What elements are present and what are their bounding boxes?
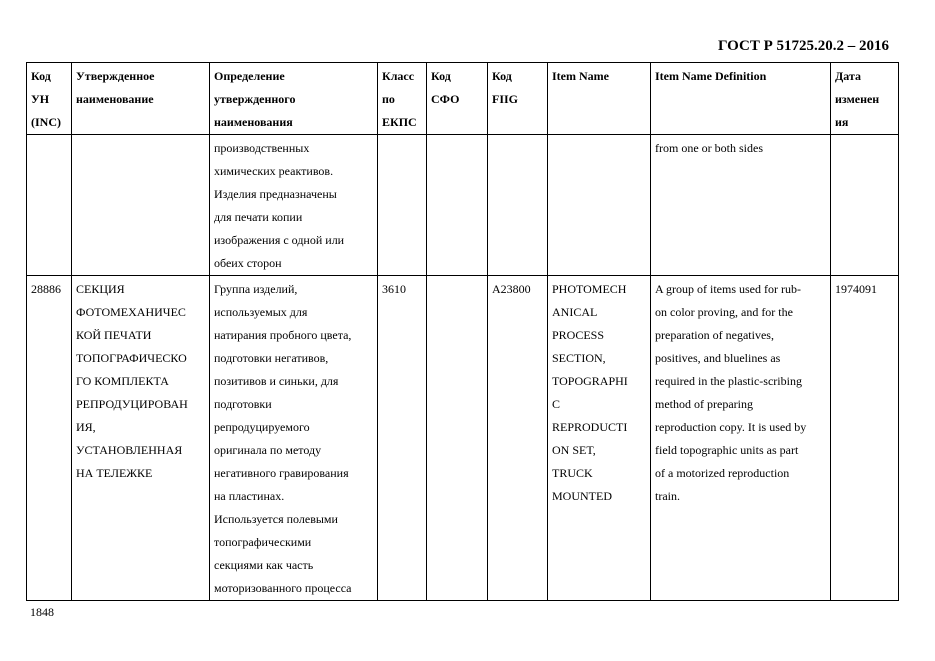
table-row [27, 276, 899, 601]
text-line: СФО [431, 92, 460, 106]
text-line: наименования [214, 115, 293, 129]
cell-item-definition [651, 276, 831, 601]
text-line: method of preparing [655, 397, 753, 411]
text-line: SECTION, [552, 351, 606, 365]
text-line: негативного гравирования [214, 466, 349, 480]
text-line: TOPOGRAPHI [552, 374, 628, 388]
catalog-table [26, 62, 899, 601]
text-line: Дата [835, 69, 861, 83]
text-line: PROCESS [552, 328, 605, 342]
text-line: field topographic units as part [655, 443, 799, 457]
cell-item-definition-continuation [651, 135, 831, 276]
cell-code-inc [27, 135, 72, 276]
text-line: PHOTOMECH [552, 282, 627, 296]
cell-item-name [548, 135, 651, 276]
header-change-date [831, 63, 899, 135]
text-line: ИЯ, [76, 420, 96, 434]
table-header-row [27, 63, 899, 135]
cell-class-ekps: 3610 [378, 276, 427, 601]
cell-definition [210, 276, 378, 601]
text-line: подготовки [214, 397, 272, 411]
text-line: по [382, 92, 395, 106]
header-code-fiig [488, 63, 548, 135]
text-line: ТОПОГРАФИЧЕСКО [76, 351, 187, 365]
text-line: химических реактивов. [214, 164, 334, 178]
header-class-ekps [378, 63, 427, 135]
text-line: ФОТОМЕХАНИЧЕС [76, 305, 186, 319]
text-line: изменен [835, 92, 880, 106]
text-line: Класс [382, 69, 415, 83]
cell-class-ekps [378, 135, 427, 276]
text-line: наименование [76, 92, 154, 106]
text-line: REPRODUCTI [552, 420, 628, 434]
text-line: A group of items used for rub- [655, 282, 801, 296]
page-number: 1848 [30, 605, 54, 619]
header-item-name [548, 63, 651, 135]
text-line: натирания пробного цвета, [214, 328, 352, 342]
text-line: секциями как часть [214, 558, 314, 572]
text-line: Item Name Definition [655, 69, 767, 83]
header-approved-name [72, 63, 210, 135]
text-line: УСТАНОВЛЕННАЯ [76, 443, 183, 457]
cell-code-sfo [427, 135, 488, 276]
text-line: РЕПРОДУЦИРОВАН [76, 397, 188, 411]
cell-code-fiig [488, 135, 548, 276]
cell-code-sfo [427, 276, 488, 601]
text-line: ANICAL [552, 305, 598, 319]
text-line: для печати копии [214, 210, 303, 224]
text-line: C [552, 397, 561, 411]
text-line: топографическими [214, 535, 312, 549]
text-line: train. [655, 489, 680, 503]
header-definition [210, 63, 378, 135]
text-line: изображения с одной или [214, 233, 345, 247]
cell-change-date [831, 135, 899, 276]
cell-definition-continuation [210, 135, 378, 276]
text-line: TRUCK [552, 466, 593, 480]
text-line: Код [431, 69, 451, 83]
text-line: ия [835, 115, 849, 129]
text-line: производственных [214, 141, 310, 155]
text-line: КОЙ ПЕЧАТИ [76, 328, 152, 342]
text-line: required in the plastic-scribing [655, 374, 802, 388]
header-code-inc [27, 63, 72, 135]
text-line: позитивов и синьки, для [214, 374, 339, 388]
text-line: Код [31, 69, 51, 83]
text-line: Item Name [552, 69, 609, 83]
cell-approved-name [72, 276, 210, 601]
text-line: используемых для [214, 305, 308, 319]
cell-approved-name [72, 135, 210, 276]
text-line: Группа изделий, [214, 282, 298, 296]
text-line: positives, and bluelines as [655, 351, 781, 365]
cell-item-name [548, 276, 651, 601]
text-line: FIIG [492, 92, 519, 106]
text-line: на пластинах. [214, 489, 285, 503]
header-item-name-definition [651, 63, 831, 135]
text-line: preparation of negatives, [655, 328, 774, 342]
text-line: ON SET, [552, 443, 596, 457]
header-code-sfo [427, 63, 488, 135]
text-line: MOUNTED [552, 489, 612, 503]
text-line: from one or both sides [655, 141, 763, 155]
text-line: СЕКЦИЯ [76, 282, 125, 296]
text-line: УН [31, 92, 50, 106]
text-line: НА ТЕЛЕЖКЕ [76, 466, 153, 480]
text-line: (INC) [31, 115, 61, 129]
text-line: Изделия предназначены [214, 187, 337, 201]
text-line: репродуцируемого [214, 420, 310, 434]
text-line: Определение [214, 69, 285, 83]
text-line: Утвержденное [76, 69, 155, 83]
text-line: подготовки негативов, [214, 351, 329, 365]
text-line: обеих сторон [214, 256, 282, 270]
text-line: ЕКПС [382, 115, 417, 129]
cell-change-date: 1974091 [831, 276, 899, 601]
text-line: on color proving, and for the [655, 305, 793, 319]
text-line: Код [492, 69, 512, 83]
document-standard-header: ГОСТ Р 51725.20.2 – 2016 [717, 38, 889, 54]
text-line: of a motorized reproduction [655, 466, 790, 480]
text-line: утвержденного [214, 92, 296, 106]
table-row-continuation [27, 135, 899, 276]
text-line: ГО КОМПЛЕКТА [76, 374, 169, 388]
cell-code-fiig: A23800 [488, 276, 548, 601]
text-line: Используется полевыми [214, 512, 338, 526]
cell-code-inc: 28886 [27, 276, 72, 601]
text-line: оригинала по методу [214, 443, 322, 457]
text-line: моторизованного процесса [214, 581, 352, 595]
text-line: reproduction copy. It is used by [655, 420, 807, 434]
